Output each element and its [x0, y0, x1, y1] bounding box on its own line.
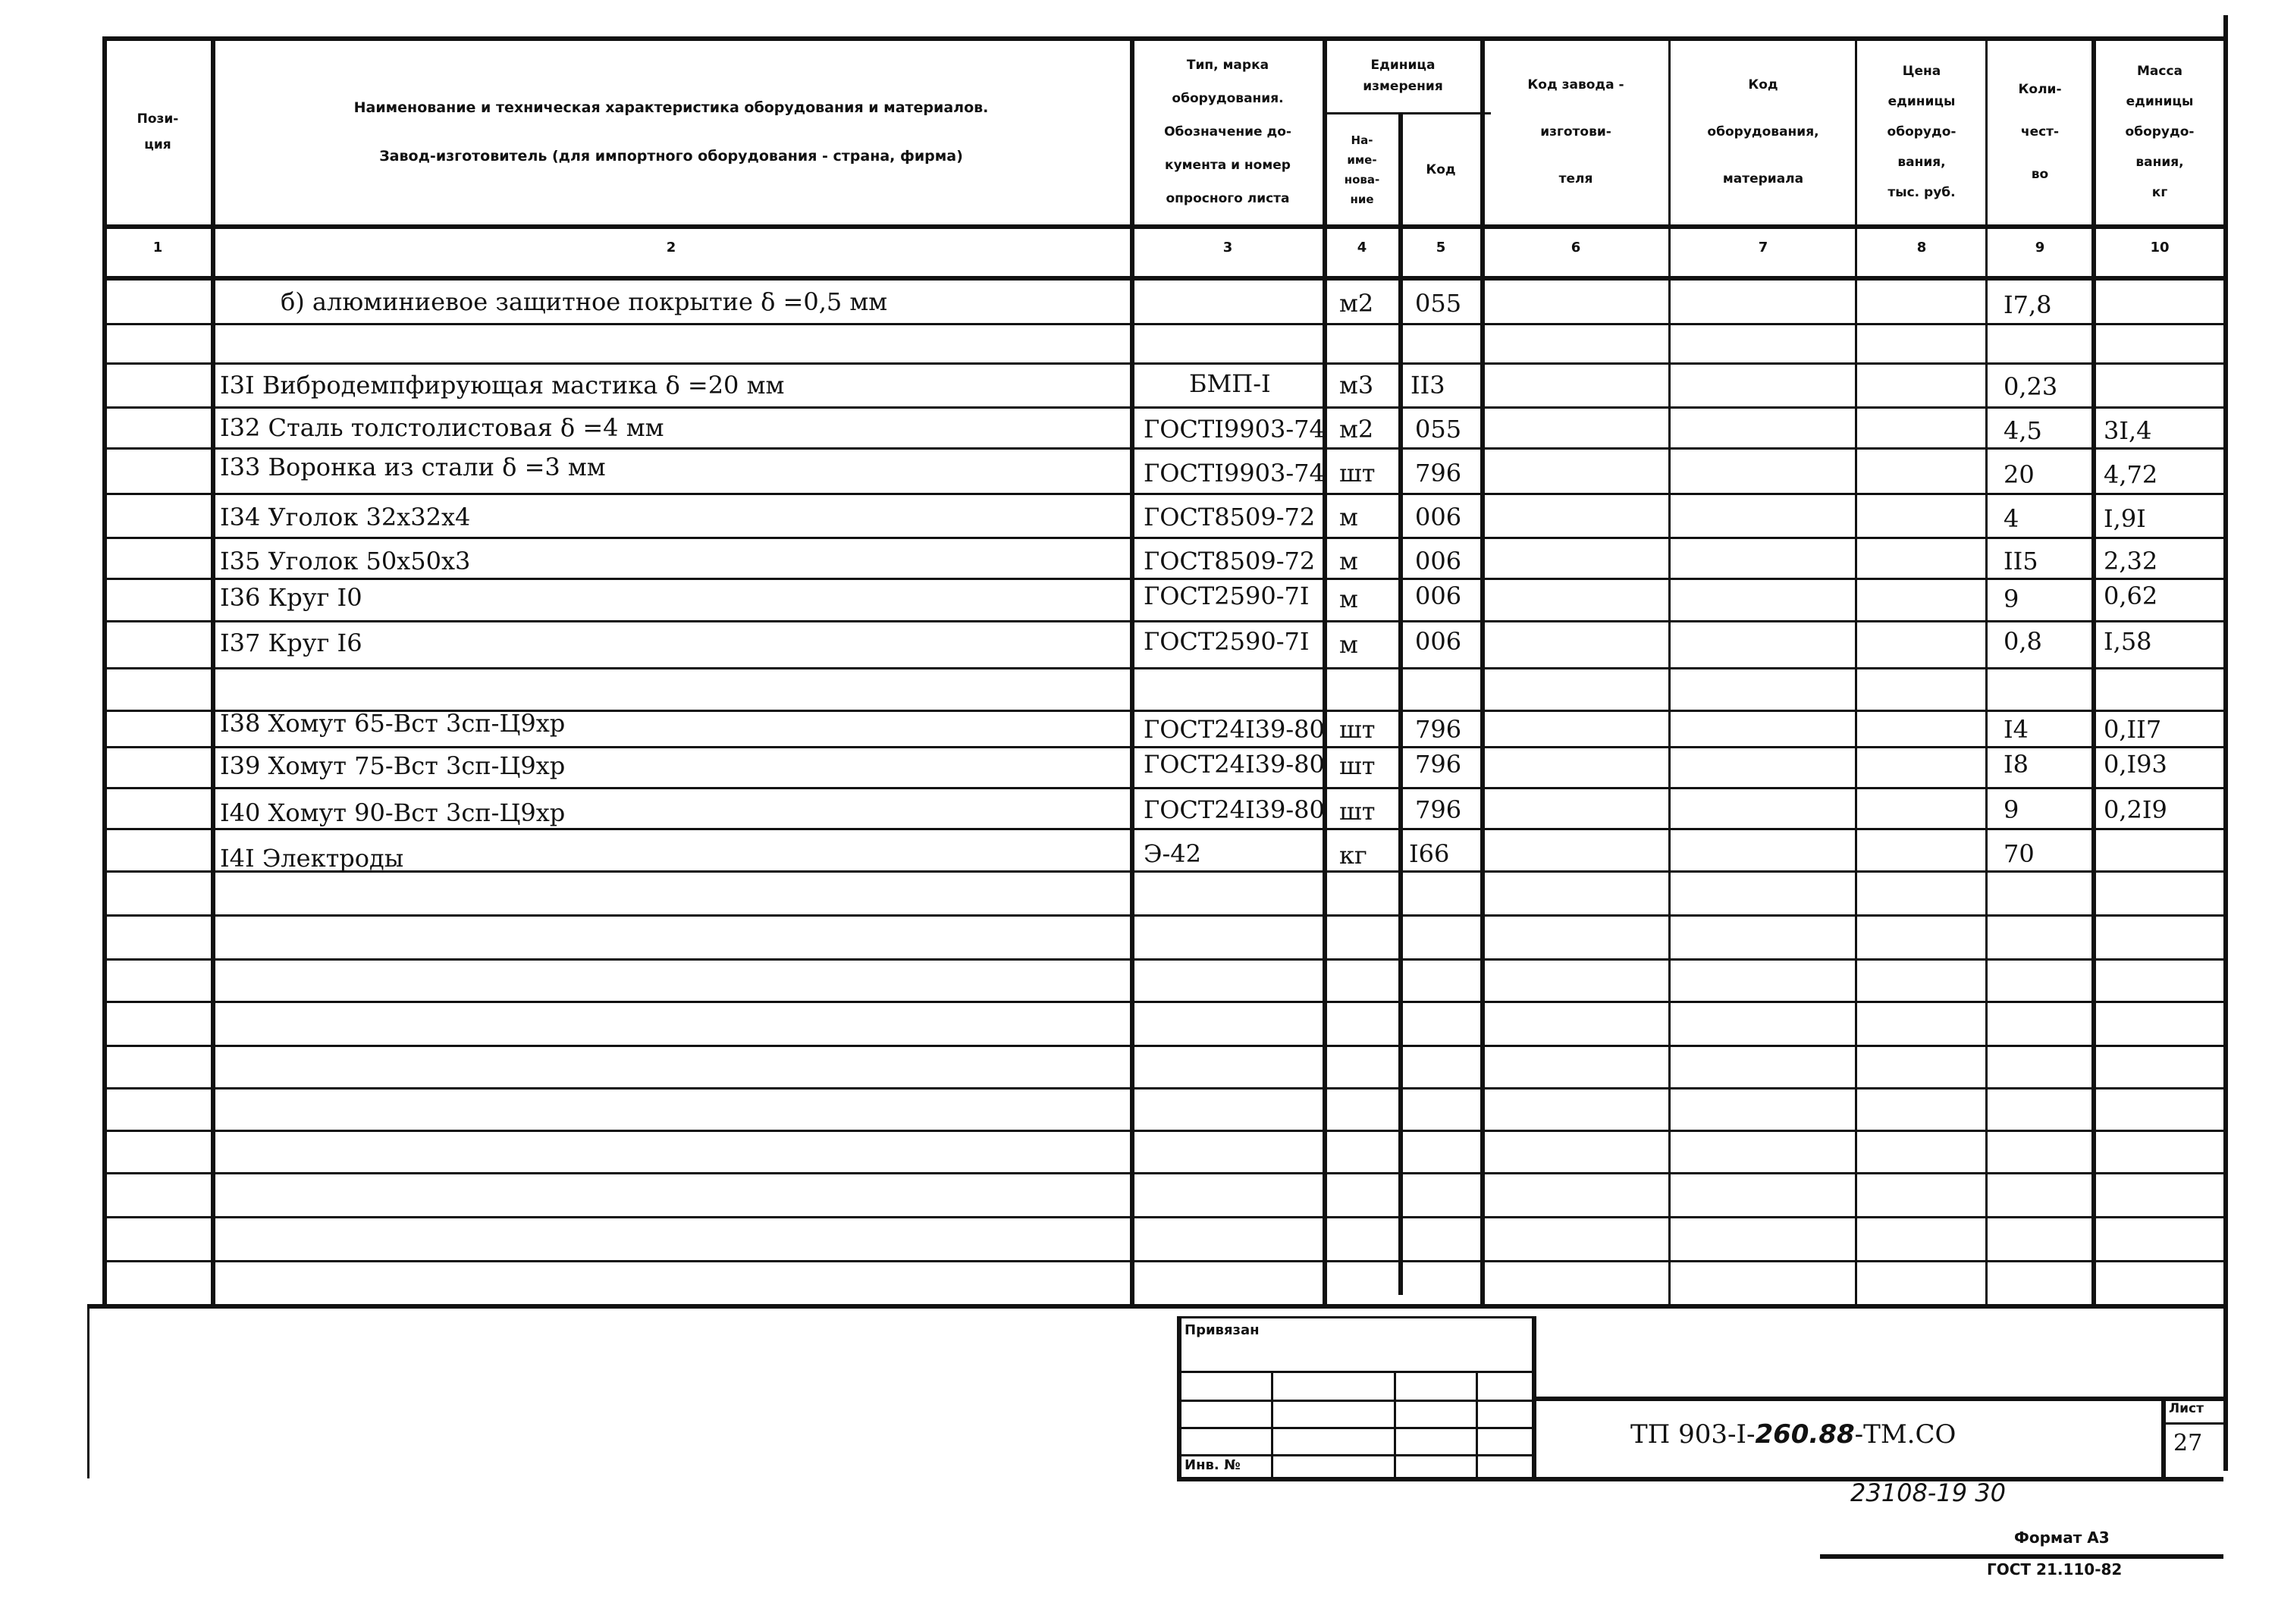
colnum-6: 6 — [1571, 240, 1581, 256]
header-unit-code: Код — [1426, 162, 1456, 177]
header-unit-mass: Масса единицы оборудо- вания, кг — [2125, 64, 2195, 200]
row-code: 796 — [1415, 715, 1462, 744]
header-quantity: Коли- чест- во — [2018, 82, 2062, 182]
header-unit-group: Единица измерения — [1363, 58, 1443, 94]
row-mass: 0,II7 — [2104, 715, 2162, 744]
row-name: I34 Уголок 32х32х4 — [220, 503, 471, 531]
row-code: 796 — [1415, 459, 1462, 488]
row-qty: 0,23 — [2004, 372, 2058, 401]
colnum-9: 9 — [2035, 240, 2045, 256]
row-qty: 9 — [2004, 795, 2019, 824]
header-manufacturer-code: Код завода - изготови- теля — [1527, 77, 1624, 187]
row-qty: I4 — [2004, 715, 2029, 744]
row-qty: II5 — [2004, 547, 2038, 575]
row-mass: I,58 — [2104, 627, 2152, 656]
row-mass: 0,62 — [2104, 582, 2158, 610]
row-qty: 4 — [2004, 504, 2019, 533]
row-doc: ГОСТ2590-7I — [1144, 582, 1310, 610]
row-unit: м — [1339, 585, 1358, 613]
row-unit: м2 — [1339, 415, 1374, 444]
row-name: I40 Хомут 90-Вст 3сп-Ц9хр — [220, 798, 566, 827]
row-doc: ГОСТ8509-72 — [1144, 503, 1316, 531]
row-unit: м — [1339, 547, 1358, 575]
row-code: I66 — [1409, 839, 1450, 868]
row-code: 006 — [1415, 627, 1462, 656]
header-type: Тип, марка оборудования. Обозначение до- кумента и номер опросного листа — [1164, 58, 1291, 206]
row-name: I33 Воронка из стали δ =3 мм — [220, 453, 606, 481]
header-position: Пози- ция — [136, 111, 179, 152]
sheet-label: Лист — [2169, 1401, 2204, 1416]
row-mass: 4,72 — [2104, 460, 2158, 489]
row-unit: шт — [1339, 715, 1376, 744]
header-unit-price: Цена единицы оборудо- вания, тыс. руб. — [1887, 64, 1956, 200]
row-doc: ГОСТ24I39-80 — [1144, 750, 1325, 779]
format-label: Формат А3 — [2014, 1528, 2110, 1547]
row-code: 006 — [1415, 582, 1462, 610]
row-mass: 0,2I9 — [2104, 795, 2167, 824]
row-unit: м2 — [1339, 289, 1374, 318]
row-unit: шт — [1339, 797, 1376, 826]
row-code: 006 — [1415, 503, 1462, 531]
header-equipment-code: Код оборудования, материала — [1707, 77, 1819, 187]
row-doc: ГОСТ2590-7I — [1144, 627, 1310, 656]
row-mass: 2,32 — [2104, 547, 2158, 575]
row-unit: м3 — [1339, 371, 1374, 400]
colnum-8: 8 — [1916, 240, 1927, 256]
archive-number: 23108-19 30 — [1850, 1478, 2006, 1507]
row-unit: кг — [1339, 841, 1367, 870]
row-name: I38 Хомут 65-Вст 3сп-Ц9хр — [220, 709, 566, 738]
colnum-1: 1 — [152, 240, 163, 256]
row-doc: ГОСТ24I39-80 — [1144, 795, 1325, 824]
row-name: I39 Хомут 75-Вст 3сп-Ц9хр — [220, 751, 566, 780]
header-name: Наименование и техническая характеристика оборудования и материалов. Завод-изготовитель (для импортного оборудования - страна, фирма) — [353, 99, 989, 165]
row-qty: I7,8 — [2004, 290, 2052, 319]
row-name: I37 Круг I6 — [220, 629, 362, 657]
row-unit: шт — [1339, 751, 1376, 780]
row-doc: ГОСТI9903-74 — [1144, 459, 1325, 488]
row-name: I3I Вибродемпфирующая мастика δ =20 мм — [220, 371, 785, 400]
row-name: I4I Электроды — [220, 844, 404, 873]
row-code: 796 — [1415, 750, 1462, 779]
colnum-3: 3 — [1222, 240, 1233, 256]
row-unit: м — [1339, 630, 1358, 659]
row-code: 055 — [1415, 289, 1462, 318]
colnum-5: 5 — [1436, 240, 1446, 256]
colnum-2: 2 — [666, 240, 676, 256]
row-name: I32 Сталь толстолистовая δ =4 мм — [220, 413, 664, 442]
row-mass: I,9I — [2104, 504, 2146, 533]
row-name: I36 Круг I0 — [220, 583, 362, 612]
row-qty: 0,8 — [2004, 627, 2042, 656]
row-code: 006 — [1415, 547, 1462, 575]
row-name: б) алюминиевое защитное покрытие δ =0,5 мм — [281, 287, 888, 316]
inventory-label: Инв. № — [1185, 1457, 1241, 1473]
header-unit-name: На- име- нова- ние — [1344, 133, 1380, 206]
row-qty: I8 — [2004, 750, 2029, 779]
row-mass: 3I,4 — [2104, 416, 2152, 445]
row-unit: шт — [1339, 459, 1376, 488]
row-doc: Э-42 — [1144, 839, 1202, 868]
row-unit: м — [1339, 503, 1358, 531]
row-doc: ГОСТI9903-74 — [1144, 415, 1325, 444]
document-code: ТП 903-I-260.88-ТМ.СО — [1630, 1419, 1956, 1450]
row-qty: 9 — [2004, 585, 2019, 613]
row-name: I35 Уголок 50х50х3 — [220, 547, 471, 575]
row-doc: ГОСТ24I39-80 — [1144, 715, 1325, 744]
tied-label: Привязан — [1185, 1322, 1260, 1338]
row-qty: 20 — [2004, 460, 2035, 489]
colnum-7: 7 — [1758, 240, 1768, 256]
row-doc: БМП-I — [1189, 369, 1271, 398]
row-code: II3 — [1410, 371, 1445, 400]
row-code: 796 — [1415, 795, 1462, 824]
row-mass: 0,I93 — [2104, 750, 2167, 779]
sheet-number: 27 — [2173, 1430, 2203, 1456]
row-code: 055 — [1415, 415, 1462, 444]
standard-label: ГОСТ 21.110-82 — [1987, 1560, 2123, 1579]
row-doc: ГОСТ8509-72 — [1144, 547, 1316, 575]
colnum-10: 10 — [2150, 240, 2170, 256]
row-qty: 4,5 — [2004, 416, 2042, 445]
row-qty: 70 — [2004, 839, 2035, 868]
colnum-4: 4 — [1357, 240, 1367, 256]
